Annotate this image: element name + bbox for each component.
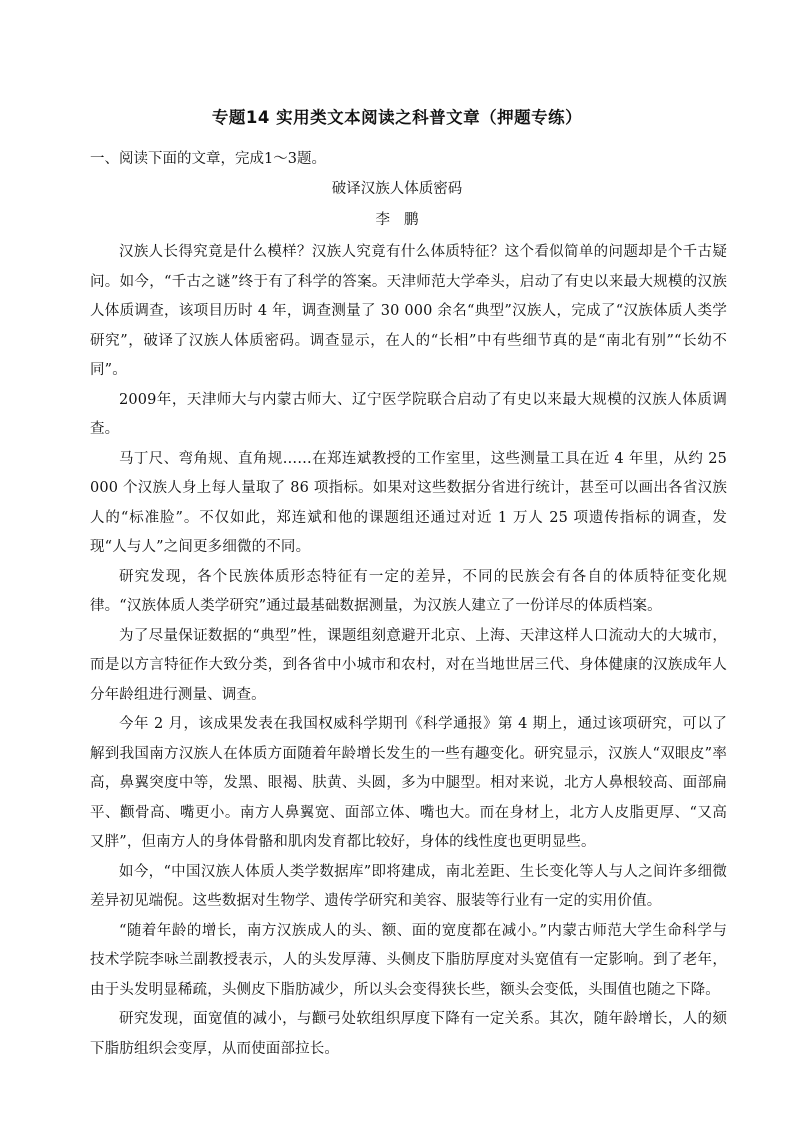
paragraph: 今年 2 月，该成果发表在我国权威科学期刊《科学通报》第 4 期上，通过该项研究，可以了解到我国南方汉族人在体质方面随着年龄增长发生的一些有趣变化。研究显示，汉族人“双眼皮”率高，鼻翼突度中等，发黑、眼褐、肤黄、头圆，多为中腿型。相对来说，北方人鼻根较高、面部扁平、颧骨高、嘴更小。南方人鼻翼宽、面部立体、嘴也大。而在身材上，北方人皮脂更厚、“又高又胖”，但南方人的身体骨骼和肌肉发育都比较好，身体的线性度也更明显些。: [90, 716, 727, 850]
article-author: 李鹏: [375, 212, 433, 228]
section-instruction: 一、阅读下面的文章，完成1～3题。: [90, 151, 326, 167]
paragraph: 2009年，天津师大与内蒙古师大、辽宁医学院联合启动了有史以来最大规模的汉族人体质调查。: [90, 391, 727, 437]
document-title: 专题14 实用类文本阅读之科普文章（押题专练）: [211, 108, 583, 127]
article-title: 破译汉族人体质密码: [331, 181, 463, 197]
paragraph: 研究发现，面宽值的减小，与颧弓处软组织厚度下降有一定关系。其次，随年龄增长，人的颏下脂肪组织会变厚，从而使面部拉长。: [90, 1011, 727, 1057]
paragraph: 马丁尺、弯角规、直角规……在郑连斌教授的工作室里，这些测量工具在近 4 年里，从约 25 000 个汉族人身上每人量取了 86 项指标。如果对这些数据分省进行统计，甚至可以画出各省汉族人的“标准脸”。不仅如此，郑连斌和他的课题组还通过对近 1 万人 25 项遗传指标的调查，发现“人与人”之间更多细微的不同。: [90, 450, 727, 555]
paragraph: 研究发现，各个民族体质形态特征有一定的差异，不同的民族会有各自的体质特征变化规律。“汉族体质人类学研究”通过最基础数据测量，为汉族人建立了一份详尽的体质档案。: [90, 568, 727, 614]
paragraph: 为了尽量保证数据的“典型”性，课题组刻意避开北京、上海、天津这样人口流动大的大城市，而是以方言特征作大致分类，到各省中小城市和农村，对在当地世居三代、身体健康的汉族成年人分年龄组进行测量、调查。: [90, 627, 727, 703]
paragraph: “随着年龄的增长，南方汉族成人的头、额、面的宽度都在减小。”内蒙古师范大学生命科学与技术学院李咏兰副教授表示，人的头发厚薄、头侧皮下脂肪厚度对头宽值有一定影响。到了老年，由于头发明显稀疏，头侧皮下脂肪减少，所以头会变得狭长些，额头会变低，头围值也随之下降。: [90, 922, 727, 998]
paragraph: 如今，“中国汉族人体质人类学数据库”即将建成，南北差距、生长变化等人与人之间许多细微差异初见端倪。这些数据对生物学、遗传学研究和美容、服装等行业有一定的实用价值。: [90, 863, 727, 909]
paragraph: 汉族人长得究竟是什么模样？汉族人究竟有什么体质特征？这个看似简单的问题却是个千古疑问。如今，“千古之谜”终于有了科学的答案。天津师范大学牵头，启动了有史以来最大规模的汉族人体质调查，该项目历时 4 年，调查测量了 30 000 余名“典型”汉族人，完成了“汉族体质人类学研究”，破译了汉族人体质密码。调查显示，在人的“长相”中有些细节真的是“南北有别”“长幼不同”。: [90, 244, 727, 378]
article-body: [90, 238, 727, 1064]
